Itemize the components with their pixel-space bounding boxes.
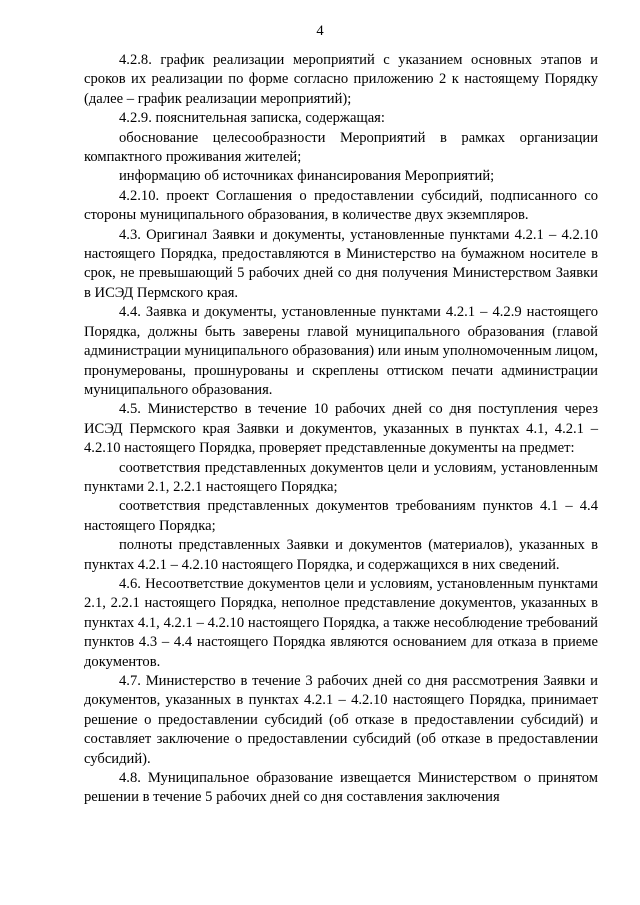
paragraph-completeness: полноты представленных Заявки и документов (материалов), указанных в пунктах 4.2.1 – 4.2.10 настоящего Порядка, и содержащихся в них сведений. [84, 537, 598, 573]
paragraph-4-3: 4.3. Оригинал Заявки и документы, установленные пунктами 4.2.1 – 4.2.10 настоящего Порядка, предоставляются в Министерство на бумажном носителе в срок, не превышающий 5 рабочих дней со дня получения Министерством Заявки в ИСЭД Пермского края. [84, 226, 598, 301]
paragraph-4-2-9: 4.2.9. пояснительная записка, содержащая: [119, 110, 385, 127]
paragraph-compliance-goals: соответствия представленных документов цели и условиям, установленным пунктами 2.1, 2.2.1 настоящего Порядка; [84, 459, 598, 495]
paragraph-compliance-requirements: соответствия представленных документов требованиям пунктов 4.1 – 4.4 настоящего Порядка; [84, 498, 598, 534]
paragraph-4-4: 4.4. Заявка и документы, установленные пунктами 4.2.1 – 4.2.9 настоящего Порядка, должны быть заверены главой муниципального образования (главой администрации муниципального образования) или иным уполномоченным лицом, пронумерованы, прошнурованы и скреплены оттиском печати администрации муниципального образования. [84, 304, 599, 398]
paragraph-funding-sources: информацию об источниках финансирования Мероприятий; [119, 168, 495, 185]
paragraph-4-6: 4.6. Несоответствие документов цели и условиям, установленным пунктами 2.1, 2.2.1 настоящего Порядка, неполное представление документов, указанных в пунктах 4.1, 4.2.1 – 4.2.10 настоящего Порядка, а также несоблюдение требований пунктов 4.3 – 4.4 настоящего Порядка являются основанием для отказа в приеме документов. [84, 575, 598, 670]
paragraph-4-2-10: 4.2.10. проект Соглашения о предоставлении субсидий, подписанного со стороны муниципального образования, в количестве двух экземпляров. [84, 187, 598, 224]
paragraph-4-7: 4.7. Министерство в течение 3 рабочих дней со дня рассмотрения Заявки и документов, указанных в пунктах 4.2.1 – 4.2.10 настоящего Порядка, принимает решение о предоставлении субсидий (об отказе в предоставлении субсидий) и составляет заключение о предоставлении субсидий (об отказе в предоставлении субсидий). [84, 673, 598, 767]
paragraph-4-8: 4.8. Муниципальное образование извещается Министерством о принятом решении в течение 5 рабочих дней со дня составления заключения [84, 770, 598, 806]
page-number: 4 [316, 23, 324, 39]
paragraph-justification: обоснование целесообразности Мероприятий в рамках организации компактного проживания жителей; [84, 129, 598, 166]
document-body [84, 51, 598, 808]
paragraph-4-5: 4.5. Министерство в течение 10 рабочих дней со дня поступления через ИСЭД Пермского края Заявки и документов, указанных в пунктах 4.1, 4.2.1 – 4.2.10 настоящего Порядка, проверяет представленные документы на предмет: [84, 401, 598, 457]
paragraph-4-2-8: 4.2.8. график реализации мероприятий с указанием основных этапов и сроков их реализации по форме согласно приложению 2 к настоящему Порядку (далее – график реализации мероприятий); [84, 52, 598, 107]
